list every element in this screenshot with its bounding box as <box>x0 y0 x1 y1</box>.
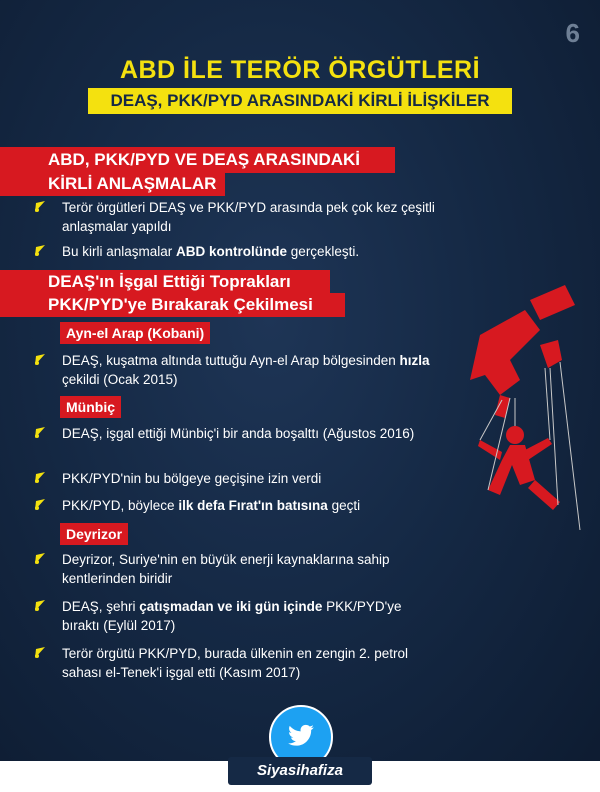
bullet-text: Bu kirli anlaşmalar <box>62 244 177 259</box>
bullet-icon <box>34 426 47 439</box>
list-item <box>40 496 440 515</box>
bullet-text: DEAŞ, kuşatma altında tuttuğu Ayn-el Arap bölgesinden <box>62 353 400 368</box>
section1-title-line1: ABD, PKK/PYD VE DEAŞ ARASINDAKİ <box>48 150 361 169</box>
bullet-text: DEAŞ, işgal ettiği Münbiç'i bir anda boşalttı (Ağustos 2016) <box>62 426 415 441</box>
list-item <box>40 597 440 635</box>
tag-munbic: Münbiç <box>60 396 121 418</box>
bullet-text: Deyrizor, Suriye'nin en büyük enerji kaynaklarına sahip kentlerinden biridir <box>62 552 390 586</box>
list-item <box>40 351 440 389</box>
bullet-bold: ilk defa Fırat'ın batısına <box>178 498 328 513</box>
section2-title-line2: PKK/PYD'ye Bırakarak Çekilmesi <box>48 295 313 314</box>
bullet-icon <box>34 599 47 612</box>
bullet-icon <box>34 471 47 484</box>
section2-title-line1: DEAŞ'ın İşgal Ettiği Toprakları <box>48 272 291 291</box>
bullet-text: PKK/PYD'ye bıraktı (Eylül 2017) <box>62 599 402 633</box>
bullet-text: DEAŞ, şehri <box>62 599 140 614</box>
bullet-text: geçti <box>327 498 361 513</box>
list-item <box>40 242 440 261</box>
bullet-text: çekildi (Ocak 2015) <box>62 372 178 387</box>
social-handle[interactable]: Siyasihafiza <box>228 757 372 785</box>
main-title: ABD İLE TERÖR ÖRGÜTLERİ <box>119 56 481 84</box>
bullet-bold: çatışmadan ve iki gün içinde <box>139 599 323 614</box>
list-item <box>40 469 440 488</box>
bullet-text: Terör örgütü PKK/PYD, burada ülkenin en zengin 2. petrol sahası el-Tenek'i işgal etti (Kasım 2017) <box>62 646 408 680</box>
bullet-icon <box>34 244 47 257</box>
bullet-text: gerçekleşti. <box>287 244 360 259</box>
bullet-icon <box>34 552 47 565</box>
bullet-icon <box>34 200 47 213</box>
section1-title-line2: KİRLİ ANLAŞMALAR <box>48 174 217 193</box>
bullet-bold: ABD kontrolünde <box>176 244 288 259</box>
subtitle: DEAŞ, PKK/PYD ARASINDAKİ KİRLİ İLİŞKİLER <box>88 88 512 114</box>
bullet-icon <box>34 498 47 511</box>
bullet-icon <box>34 646 47 659</box>
bullet-icon <box>34 353 47 366</box>
bullet-text: PKK/PYD'nin bu bölgeye geçişine izin verdi <box>62 471 322 486</box>
puppet-illustration <box>440 280 590 580</box>
list-item <box>40 644 440 682</box>
page-number: 6 <box>565 18 580 48</box>
bullet-bold: hızla <box>399 353 430 368</box>
list-item <box>40 550 440 588</box>
tag-kobani: Ayn-el Arap (Kobani) <box>60 322 210 344</box>
bullet-text: PKK/PYD, böylece <box>62 498 179 513</box>
tag-deyrizor: Deyrizor <box>60 523 128 545</box>
bullet-text: Terör örgütleri DEAŞ ve PKK/PYD arasında pek çok kez çeşitli anlaşmalar yapıldı <box>62 200 435 234</box>
list-item <box>40 198 440 236</box>
list-item <box>40 424 440 443</box>
